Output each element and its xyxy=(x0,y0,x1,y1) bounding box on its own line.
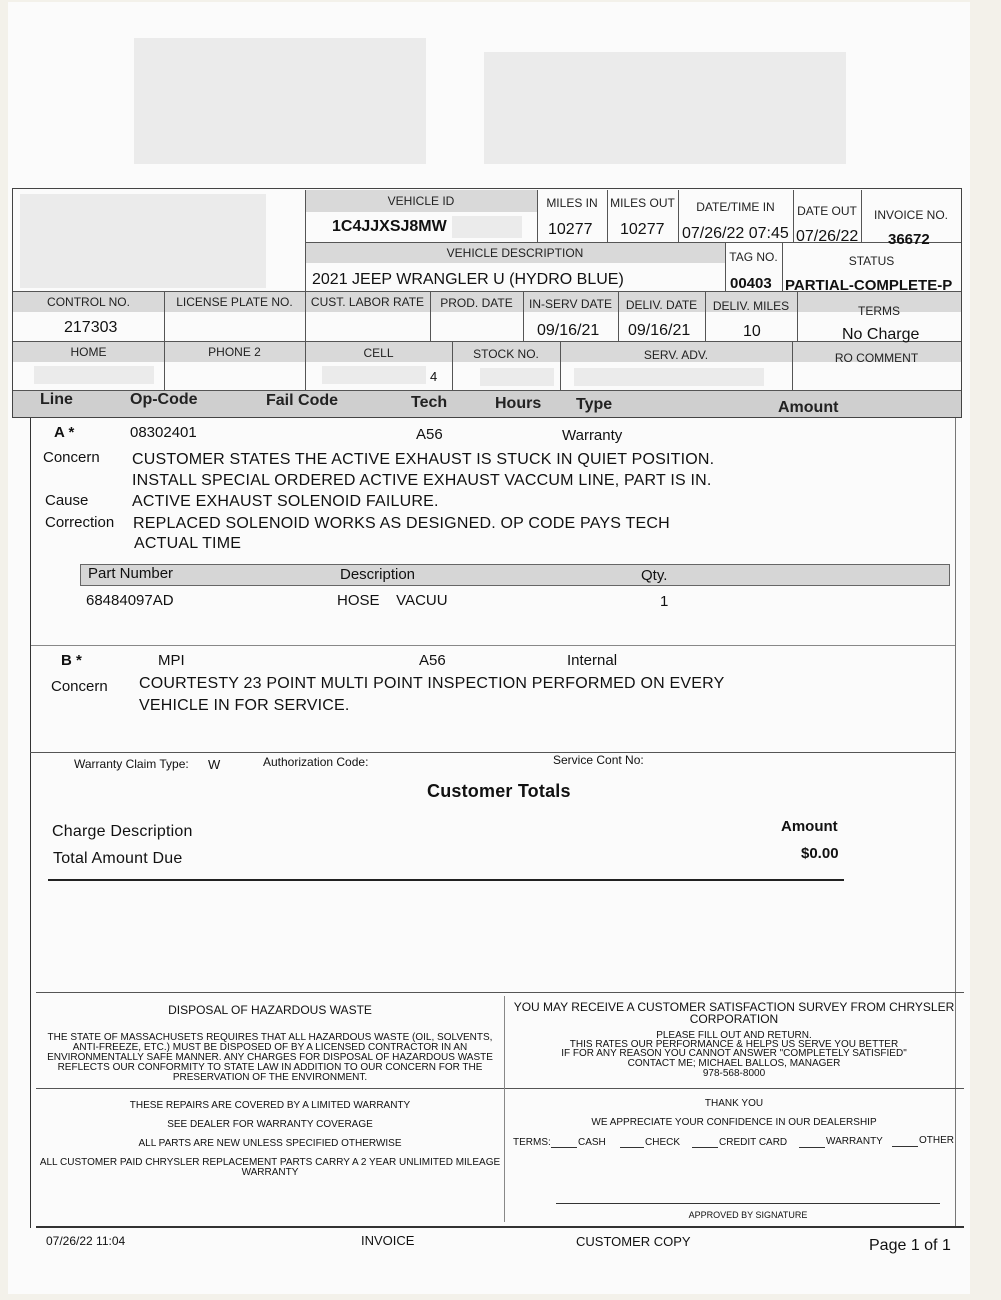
license-plate-label: LICENSE PLATE NO. xyxy=(176,295,293,309)
deliv-date: 09/16/21 xyxy=(628,322,691,339)
col-tech: Tech xyxy=(411,394,448,411)
cell-label: CELL xyxy=(363,346,394,360)
term-other: OTHER xyxy=(919,1135,954,1146)
redacted-stock-no xyxy=(480,368,554,386)
warranty-line-4: ALL CUSTOMER PAID CHRYSLER REPLACEMENT PARTS CARRY A 2 YEAR UNLIMITED MILEAGE xyxy=(39,1157,501,1168)
miles-out-label: MILES OUT xyxy=(610,196,675,210)
col-hours: Hours xyxy=(495,395,542,412)
vehicle-description: 2021 JEEP WRANGLER U (HYDRO BLUE) xyxy=(312,271,624,288)
phone2-label: PHONE 2 xyxy=(208,345,261,359)
home-label: HOME xyxy=(70,345,107,359)
prod-date-label: PROD. DATE xyxy=(440,296,513,310)
parts-col-qty: Qty. xyxy=(641,567,668,584)
term-check: CHECK xyxy=(645,1137,681,1148)
redacted-home-phone xyxy=(34,366,154,384)
hazard-title: DISPOSAL OF HAZARDOUS WASTE xyxy=(168,1003,372,1017)
redacted-service-advisor xyxy=(574,368,764,386)
line-b-concern-2: VEHICLE IN FOR SERVICE. xyxy=(139,697,350,714)
survey-line-2: CORPORATION xyxy=(689,1012,779,1026)
survey-phone: 978-568-8000 xyxy=(702,1068,766,1079)
control-no-label: CONTROL NO. xyxy=(47,295,130,309)
line-b-concern-1: COURTESTY 23 POINT MULTI POINT INSPECTION PERFORMED ON EVERY xyxy=(139,675,725,692)
line-a-cause: ACTIVE EXHAUST SOLENOID FAILURE. xyxy=(132,493,439,510)
line-a-concern-label: Concern xyxy=(43,449,100,466)
survey-line-1: YOU MAY RECEIVE A CUSTOMER SATISFACTION SURVEY FROM CHRYSLER xyxy=(513,1000,955,1014)
col-fail-code: Fail Code xyxy=(266,392,339,409)
control-no: 217303 xyxy=(64,319,118,336)
status-label: STATUS xyxy=(848,254,895,268)
deliv-date-label: DELIV. DATE xyxy=(625,298,698,312)
redacted-cell-phone xyxy=(322,366,426,384)
part-qty: 1 xyxy=(660,593,669,610)
deliv-miles: 10 xyxy=(743,323,761,340)
line-b-id: B * xyxy=(61,652,82,669)
date-out-label: DATE OUT xyxy=(797,204,857,218)
warranty-line-5: WARRANTY xyxy=(241,1167,299,1178)
hazard-line-3: ENVIRONMENTALLY SAFE MANNER. ANY CHARGES FOR DISPOSAL OF HAZARDOUS WASTE xyxy=(47,1052,493,1063)
datetime-in: 07/26/22 07:45 xyxy=(682,225,789,242)
tag-no: 00403 xyxy=(730,275,772,292)
line-a-type: Warranty xyxy=(562,427,623,444)
invoice-no-label: INVOICE NO. xyxy=(873,208,948,222)
amount-label: Amount xyxy=(781,818,838,835)
survey-line-6: CONTACT ME; MICHAEL BALLOS, MANAGER xyxy=(627,1058,841,1069)
status-value: PARTIAL-COMPLETE-P xyxy=(785,277,953,294)
miles-in-label: MILES IN xyxy=(546,196,598,210)
miles-in: 10277 xyxy=(548,221,593,238)
warranty-line-1: THESE REPAIRS ARE COVERED BY A LIMITED WARRANTY xyxy=(129,1100,411,1111)
invoice-no: 36672 xyxy=(888,231,930,248)
appreciate-text: WE APPRECIATE YOUR CONFIDENCE IN OUR DEALERSHIP xyxy=(591,1117,877,1128)
col-line: Line xyxy=(40,391,73,408)
col-amount: Amount xyxy=(778,399,839,416)
in-serv-date-label: IN-SERV DATE xyxy=(529,297,612,311)
line-a-correction-label: Correction xyxy=(45,514,115,531)
tag-no-label: TAG NO. xyxy=(729,250,778,264)
service-cont-no-label: Service Cont No: xyxy=(553,753,644,767)
page-number: Page 1 of 1 xyxy=(869,1237,951,1254)
survey-line-5: IF FOR ANY REASON YOU CANNOT ANSWER "COMPLETELY SATISFIED" xyxy=(561,1048,907,1059)
parts-col-description: Description xyxy=(340,566,416,583)
redacted-customer-info xyxy=(20,194,266,288)
line-b-concern-label: Concern xyxy=(51,678,108,695)
vehicle-id: 1C4JJXSJ8MW xyxy=(332,218,447,235)
datetime-in-label: DATE/TIME IN xyxy=(696,200,775,214)
line-a-concern-1: CUSTOMER STATES THE ACTIVE EXHAUST IS STUCK IN QUIET POSITION. xyxy=(132,451,715,468)
hazard-line-5: PRESERVATION OF THE ENVIRONMENT. xyxy=(172,1072,368,1083)
line-a-correction-2: ACTUAL TIME xyxy=(134,535,242,552)
thank-you: THANK YOU xyxy=(704,1098,764,1109)
line-b-type: Internal xyxy=(567,652,618,669)
date-out: 07/26/22 xyxy=(796,228,859,245)
redacted-dealer-logo xyxy=(134,38,426,164)
col-op-code: Op-Code xyxy=(130,391,198,408)
charge-description-label: Charge Description xyxy=(52,823,193,840)
copy-type: CUSTOMER COPY xyxy=(576,1234,691,1249)
payment-terms-label: TERMS: xyxy=(513,1137,551,1148)
line-a-concern-2: INSTALL SPECIAL ORDERED ACTIVE EXHAUST VACCUM LINE, PART IS IN. xyxy=(132,472,712,489)
part-number: 68484097AD xyxy=(86,592,174,609)
line-a-correction-1: REPLACED SOLENOID WORKS AS DESIGNED. OP CODE PAYS TECH xyxy=(133,515,670,532)
vehicle-description-label: VEHICLE DESCRIPTION xyxy=(446,246,584,260)
part-description: HOSE VACUU xyxy=(337,592,448,609)
survey-line-3: PLEASE FILL OUT AND RETURN. xyxy=(656,1030,812,1041)
approved-by-signature: APPROVED BY SIGNATURE xyxy=(688,1210,808,1220)
hazard-line-4: REFLECTS OUR CONFORMITY TO STATE LAW IN ADDITION TO OUR CONCERN FOR THE xyxy=(57,1062,483,1073)
warranty-line-3: ALL PARTS ARE NEW UNLESS SPECIFIED OTHERWISE xyxy=(138,1138,402,1149)
in-serv-date: 09/16/21 xyxy=(537,322,600,339)
term-warranty: WARRANTY xyxy=(826,1136,883,1147)
stock-no-label: STOCK NO. xyxy=(473,347,539,361)
authorization-code-label: Authorization Code: xyxy=(263,755,369,769)
line-a-op-code: 08302401 xyxy=(130,424,197,441)
hazard-line-2: ANTI-FREEZE, ETC.) MUST BE DISPOSED OF BY A LICENSED CONTRACTOR IN AN xyxy=(72,1042,468,1053)
print-datetime: 07/26/22 11:04 xyxy=(46,1234,126,1248)
term-cash: CASH xyxy=(578,1137,606,1148)
cust-labor-rate-label: CUST. LABOR RATE xyxy=(310,295,425,309)
line-b-tech: A56 xyxy=(419,652,446,669)
terms-label: TERMS xyxy=(858,304,900,318)
cell-fragment: 4 xyxy=(430,369,438,384)
vehicle-id-label: VEHICLE ID xyxy=(387,194,455,208)
redacted-vin-end xyxy=(452,216,522,238)
warranty-line-2: SEE DEALER FOR WARRANTY COVERAGE xyxy=(167,1119,373,1130)
parts-col-part-number: Part Number xyxy=(88,565,174,582)
hazard-line-1: THE STATE OF MASSACHUSETS REQUIRES THAT ALL HAZARDOUS WASTE (OIL, SOLVENTS, xyxy=(47,1032,493,1043)
deliv-miles-label: DELIV. MILES xyxy=(712,299,790,313)
line-a-id: A * xyxy=(54,424,75,441)
line-b-op-code: MPI xyxy=(158,652,185,669)
parts-header-bar xyxy=(80,564,950,586)
miles-out: 10277 xyxy=(620,221,665,238)
total-amount-due-label: Total Amount Due xyxy=(53,850,183,867)
survey-line-4: THIS RATES OUR PERFORMANCE & HELPS US SERVE YOU BETTER xyxy=(569,1039,899,1050)
doc-type: INVOICE xyxy=(361,1233,415,1248)
line-a-cause-label: Cause xyxy=(45,492,89,509)
ro-comment-label: RO COMMENT xyxy=(834,351,919,365)
line-a-tech: A56 xyxy=(416,426,443,443)
col-type: Type xyxy=(576,396,613,413)
total-amount-due: $0.00 xyxy=(801,845,839,862)
redacted-dealer-address xyxy=(484,52,846,164)
customer-totals-title: Customer Totals xyxy=(427,781,571,801)
term-credit-card: CREDIT CARD xyxy=(719,1137,788,1148)
warranty-claim-type: W xyxy=(208,757,221,772)
terms-value: No Charge xyxy=(842,326,920,343)
warranty-claim-type-label: Warranty Claim Type: xyxy=(74,757,189,771)
serv-adv-label: SERV. ADV. xyxy=(643,348,709,362)
